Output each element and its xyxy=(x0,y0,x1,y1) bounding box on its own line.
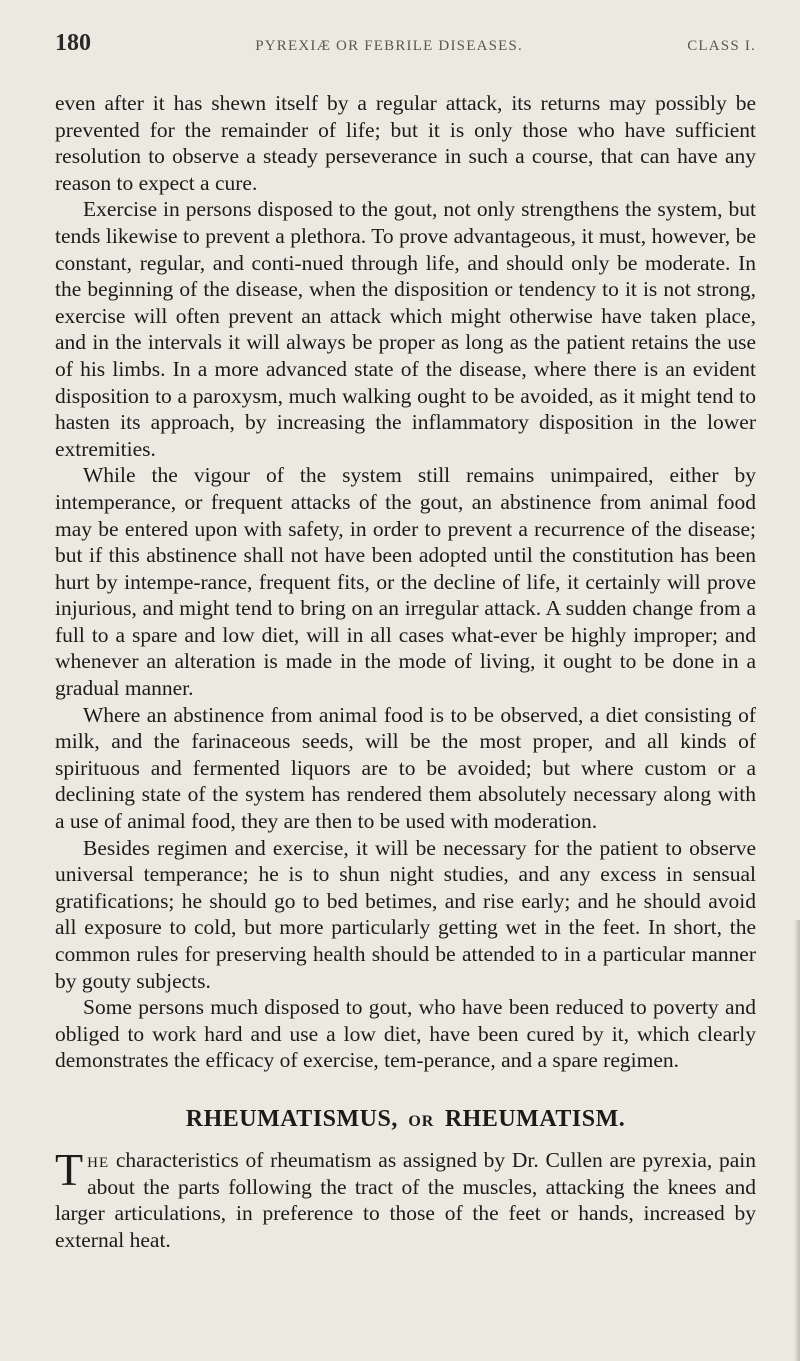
opening-text: characteristics of rheumatism as assigned by Dr. Cullen are pyrexia, pain about the parts following the tract of the muscles, attacking the knees and larger articulations, in preference to those of the feet or hands, increased by external heat. xyxy=(55,1147,756,1252)
section-opening xyxy=(55,1143,756,1253)
section-title-latin: RHEUMATISMUS, xyxy=(185,1105,398,1132)
paragraph: Some persons much disposed to gout, who have been reduced to poverty and obliged to work hard and use a low diet, have been cured by it, which clearly demonstrates the efficacy of exercise, tem-perance, and a spare regimen. xyxy=(55,995,756,1073)
body-text xyxy=(55,90,756,1074)
opening-paragraph xyxy=(55,1143,756,1253)
section-heading xyxy=(55,1106,756,1133)
paragraph: Where an abstinence from animal food is to be observed, a diet consisting of milk, and the farinaceous seeds, will be the most proper, and all kinds of spirituous and fermented liquors are to be avoided; but where custom or a declining state of the system has rendered them absolutely necessary along with a use of animal food, they are then to be used with moderation. xyxy=(55,702,756,834)
running-head xyxy=(55,30,756,64)
drop-cap: T xyxy=(55,1143,84,1195)
running-title: PYREXIÆ OR FEBRILE DISEASES. xyxy=(255,38,523,54)
class-label: CLASS I. xyxy=(687,38,756,54)
paragraph: Besides regimen and exercise, it will be necessary for the patient to observe universal temperance; he is to shun night studies, and any excess in sensual gratifications; he should go to bed betimes, and rise early; and he should avoid all exposure to cold, but more particularly getting wet in the feet. In short, the common rules for preserving health should be attended to in a particular manner by gouty subjects. xyxy=(55,835,756,993)
paragraph: While the vigour of the system still remains unimpaired, either by intemperance, or frequent attacks of the gout, an abstinence from animal food may be entered upon with safety, in order to prevent a recurrence of the disease; but if this abstinence shall not have been adopted until the constitution has been hurt by intempe-rance, frequent fits, or the decline of life, it certainly will prove injurious, and might tend to bring on an irregular attack. A sudden change from a full to a spare and low diet, will in all cases what-ever be highly improper; and whenever an alteration is made in the mode of living, it ought to be done in a gradual manner. xyxy=(55,463,756,701)
page-edge-shadow xyxy=(794,920,800,1361)
section-title-english: RHEUMATISM. xyxy=(444,1105,626,1132)
paragraph: even after it has shewn itself by a regular attack, its returns may possibly be prevented for the remainder of life; but it is only those who have sufficient resolution to observe a steady perseverance in such a course, that can have any reason to expect a cure. xyxy=(55,91,756,195)
page-number: 180 xyxy=(55,30,91,56)
paragraph: Exercise in persons disposed to the gout, not only strengthens the system, but tends likewise to prevent a plethora. To prove advantageous, it must, however, be constant, regular, and conti-nued through life, and should only be moderate. In the beginning of the disease, when the disposition or tendency to it is not strong, exercise will often prevent an attack which might otherwise have taken place, and in the intervals it will always be proper as long as the patient retains the use of his limbs. In a more advanced state of the disease, where there is an evident disposition to a paroxysm, much walking ought to be avoided, as it might tend to hasten its approach, by increasing the inflammatory disposition in the lower extremities. xyxy=(55,197,756,461)
section-title-or: OR xyxy=(408,1112,435,1130)
opening-smallcaps: he xyxy=(87,1147,110,1172)
